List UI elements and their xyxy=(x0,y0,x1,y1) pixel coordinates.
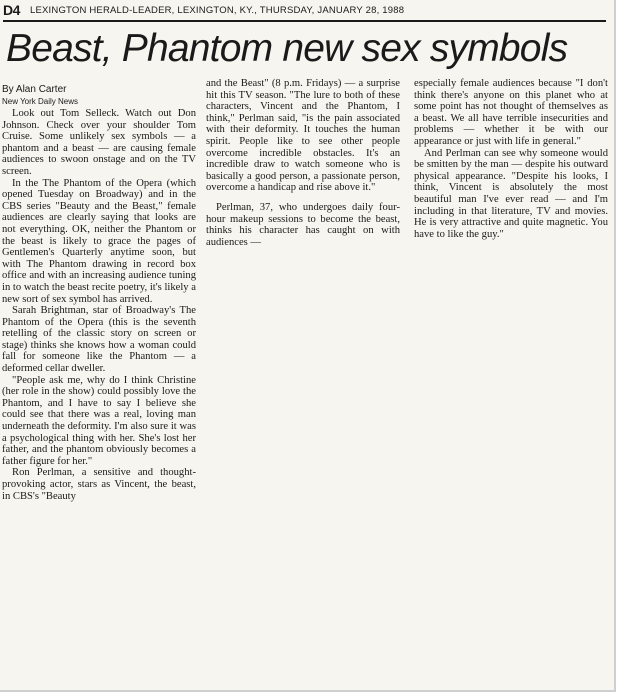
paragraph: In the The Phantom of the Opera (which opened Tuesday on Broadway) and in the CBS series "Beauty and the Beast," female audiences are clearly saying that looks are not everything. OK, neither the Phantom or the beast is likely to grace the pages of Gentlemen's Quarterly anytime soon, but with The Phantom drawing in record box office and with an increasing audience tuning in to watch the beast recite poetry, it's likely a new sort of sex symbol has arrived. xyxy=(2,177,196,305)
article-column-1 xyxy=(2,84,196,502)
paragraph: Perlman, 37, who undergoes daily four-hour makeup sessions to become the beast, thinks his character has caught on with audiences — xyxy=(206,201,400,248)
paragraph-gap xyxy=(206,194,400,202)
page-number: D4 xyxy=(3,2,20,18)
paragraph: Look out Tom Selleck. Watch out Don Johnson. Check over your shoulder Tom Cruise. Some unlikely sex symbols — a phantom and a beast — are causing female audiences to swoon onstage and on the TV screen. xyxy=(2,108,196,177)
byline-source: New York Daily News xyxy=(2,97,79,106)
paragraph: and the Beast" (8 p.m. Fridays) — a surprise hit this TV season. "The lure to both of these characters, Vincent and the Phantom, I think," Perlman said, "is the pain associated with their deformity. It touches the human spirit. People like to see other people overcome incredible obstacles. It's an incredible draw to watch someone who is basically a good person, a passionate person, overcome a handicap and rise above it." xyxy=(206,78,400,194)
article-column-2 xyxy=(206,78,400,248)
article-column-3 xyxy=(414,78,608,240)
paragraph: especially female audiences because "I don't think there's anyone on this planet who at some point has not thought of themselves as a beast. We all have terrible insecurities and problems — whether it be with our appearance or just with life in general." xyxy=(414,78,608,147)
byline-author: By Alan Carter xyxy=(2,84,67,95)
dateline: LEXINGTON HERALD-LEADER, LEXINGTON, KY., THURSDAY, JANUARY 28, 1988 xyxy=(30,5,405,16)
paragraph: And Perlman can see why someone would be smitten by the man — despite his outward physical appearance. "Despite his looks, I think, Vincent is absolutely the most beautiful man I've ever read — and I'm including in that literature, TV and movies. He is very attractive and quite magnetic. You have to like the guy." xyxy=(414,147,608,240)
paragraph: "People ask me, why do I think Christine (her role in the show) could possibly love the Phantom, and I have to say I believe she could see that there was a real, loving man underneath the deformity. I'm also sure it was a psychological thing with her. She's lost her father, and the phantom obviously becomes a father figure for her." xyxy=(2,374,196,467)
paragraph: Sarah Brightman, star of Broadway's The Phantom of the Opera (this is the seventh retelling of the classic story on screen or stage) thinks she knows how a woman could fall for someone like the Phantom — a deformed cellar dweller. xyxy=(2,305,196,375)
headline: Beast, Phantom new sex symbols xyxy=(6,27,568,70)
header-rule xyxy=(3,20,606,22)
paragraph: Ron Perlman, a sensitive and thought-provoking actor, stars as Vincent, the beast, in CBS's "Beauty xyxy=(2,467,196,502)
